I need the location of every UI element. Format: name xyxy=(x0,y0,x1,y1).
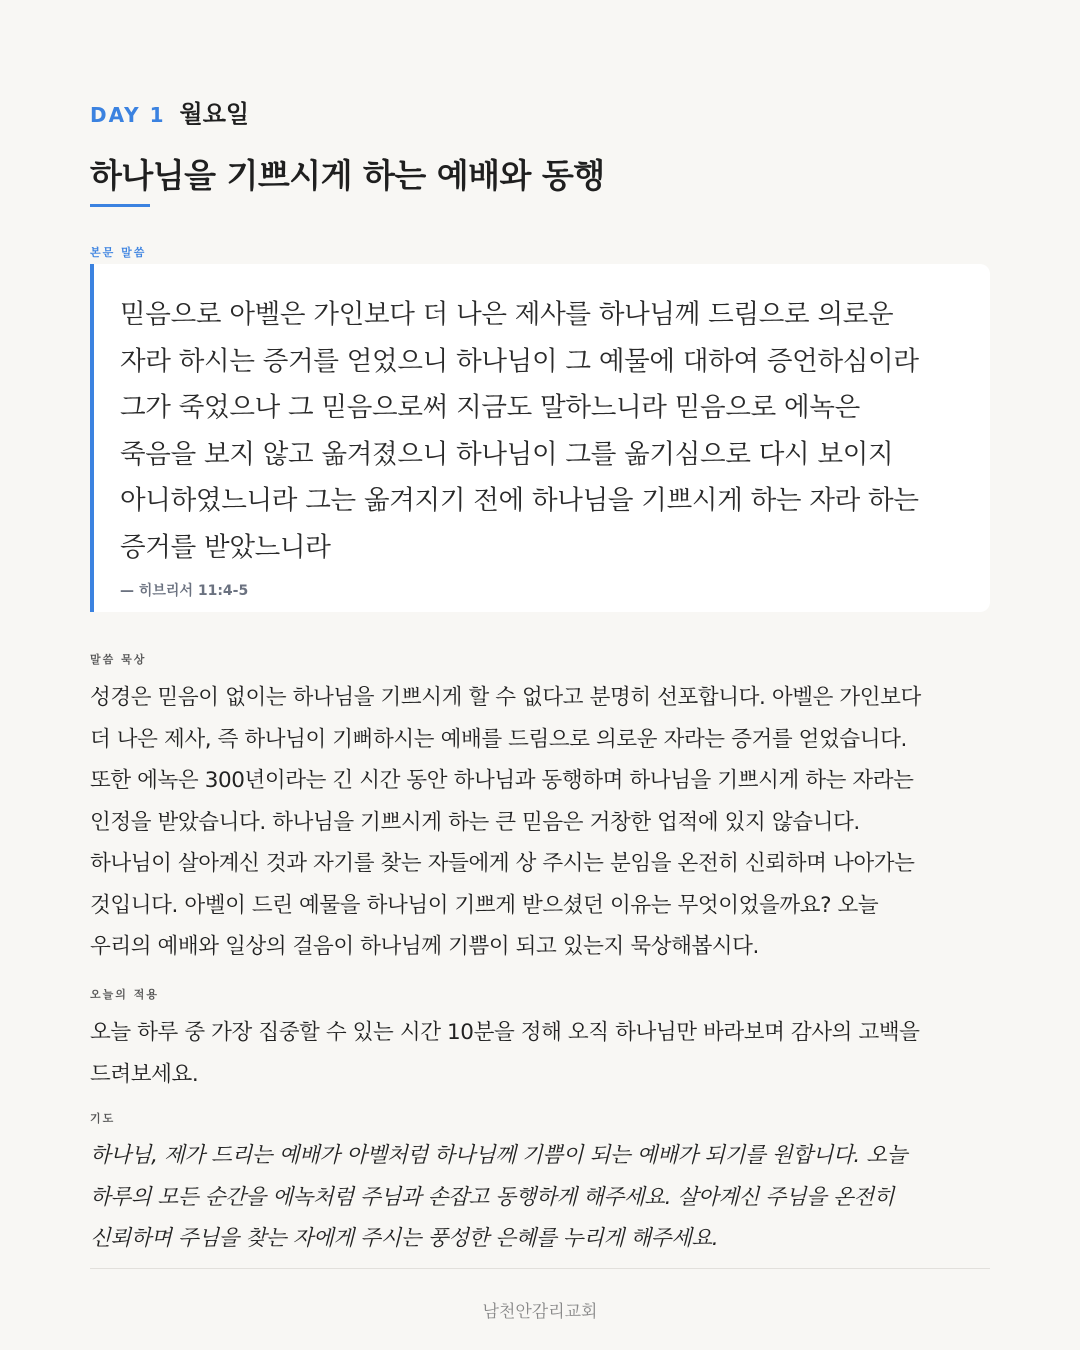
prayer-line: 하나님, 제가 드리는 예배가 아벨처럼 하나님께 기쁨이 되는 예배가 되기를 원합니다. 오늘 xyxy=(90,1143,907,1168)
scripture-text xyxy=(120,292,980,571)
scripture-line: 죽음을 보지 않고 옮겨졌으니 하나님이 그를 옮기심으로 다시 보이지 xyxy=(120,438,894,470)
prayer-line: 하루의 모든 순간을 에녹처럼 주님과 손잡고 동행하게 해주세요. 살아계신 주님을 온전히 xyxy=(90,1184,895,1210)
meditation-line: 하나님이 살아계신 것과 자기를 찾는 자들에게 상 주시는 분임을 온전히 신뢰하며 나아가는 xyxy=(90,851,915,876)
meditation-section-label: 말씀 묵상 xyxy=(90,653,147,666)
weekday-label: 월요일 xyxy=(179,100,250,128)
meditation-line: 것입니다. 아벨이 드린 예물을 하나님이 기쁘게 받으셨던 이유는 무엇이었을까요? 오늘 xyxy=(90,892,879,918)
scripture-line: 증거를 받았느니라 xyxy=(120,531,331,563)
meditation-line: 우리의 예배와 일상의 걸음이 하나님께 기쁨이 되고 있는지 묵상해봅시다. xyxy=(90,934,759,959)
day-header xyxy=(90,94,249,129)
application-line: 드려보세요. xyxy=(90,1061,199,1087)
scripture-line: 그가 죽었으나 그 믿음으로써 지금도 말하느니라 믿음으로 에녹은 xyxy=(120,392,860,423)
application-section-label: 오늘의 적용 xyxy=(90,988,159,1001)
scripture-section-label: 본문 말씀 xyxy=(90,246,147,259)
application-line: 오늘 하루 중 가장 집중할 수 있는 시간 10분을 정해 오직 하나님만 바라보며 감사의 고백을 xyxy=(90,1020,920,1045)
page-title: 하나님을 기쁘시게 하는 예배와 동행 xyxy=(90,156,605,195)
prayer-text xyxy=(90,1135,990,1260)
footer-divider xyxy=(90,1268,990,1269)
meditation-line: 인정을 받았습니다. 하나님을 기쁘시게 하는 큰 믿음은 거창한 업적에 있지 않습니다. xyxy=(90,809,860,835)
prayer-line: 신뢰하며 주님을 찾는 자에게 주시는 풍성한 은혜를 누리게 해주세요. xyxy=(90,1226,719,1251)
meditation-line: 더 나은 제사, 즉 하나님이 기뻐하시는 예배를 드림으로 의로운 자라는 증거를 얻었습니다. xyxy=(90,726,907,752)
meditation-text xyxy=(90,677,990,968)
scripture-line: 아니하였느니라 그는 옮겨지기 전에 하나님을 기쁘시게 하는 자라 하는 xyxy=(120,485,919,516)
meditation-line: 성경은 믿음이 없이는 하나님을 기쁘시게 할 수 없다고 분명히 선포합니다. 아벨은 가인보다 xyxy=(90,685,921,710)
meditation-line: 또한 에녹은 300년이라는 긴 시간 동안 하나님과 동행하며 하나님을 기쁘시게 하는 자라는 xyxy=(90,768,914,793)
scripture-line: 자라 하시는 증거를 얻었으니 하나님이 그 예물에 대하여 증언하심이라 xyxy=(120,345,919,377)
scripture-line: 믿음으로 아벨은 가인보다 더 나은 제사를 하나님께 드림으로 의로운 xyxy=(120,299,894,330)
church-name: 남천안감리교회 xyxy=(482,1302,598,1322)
application-text xyxy=(90,1012,990,1095)
scripture-card xyxy=(90,264,990,612)
day-label: DAY 1 xyxy=(90,103,166,127)
scripture-reference: — 히브리서 11:4-5 xyxy=(120,583,249,599)
title-underline xyxy=(90,204,150,207)
prayer-section-label: 기도 xyxy=(90,1112,116,1125)
